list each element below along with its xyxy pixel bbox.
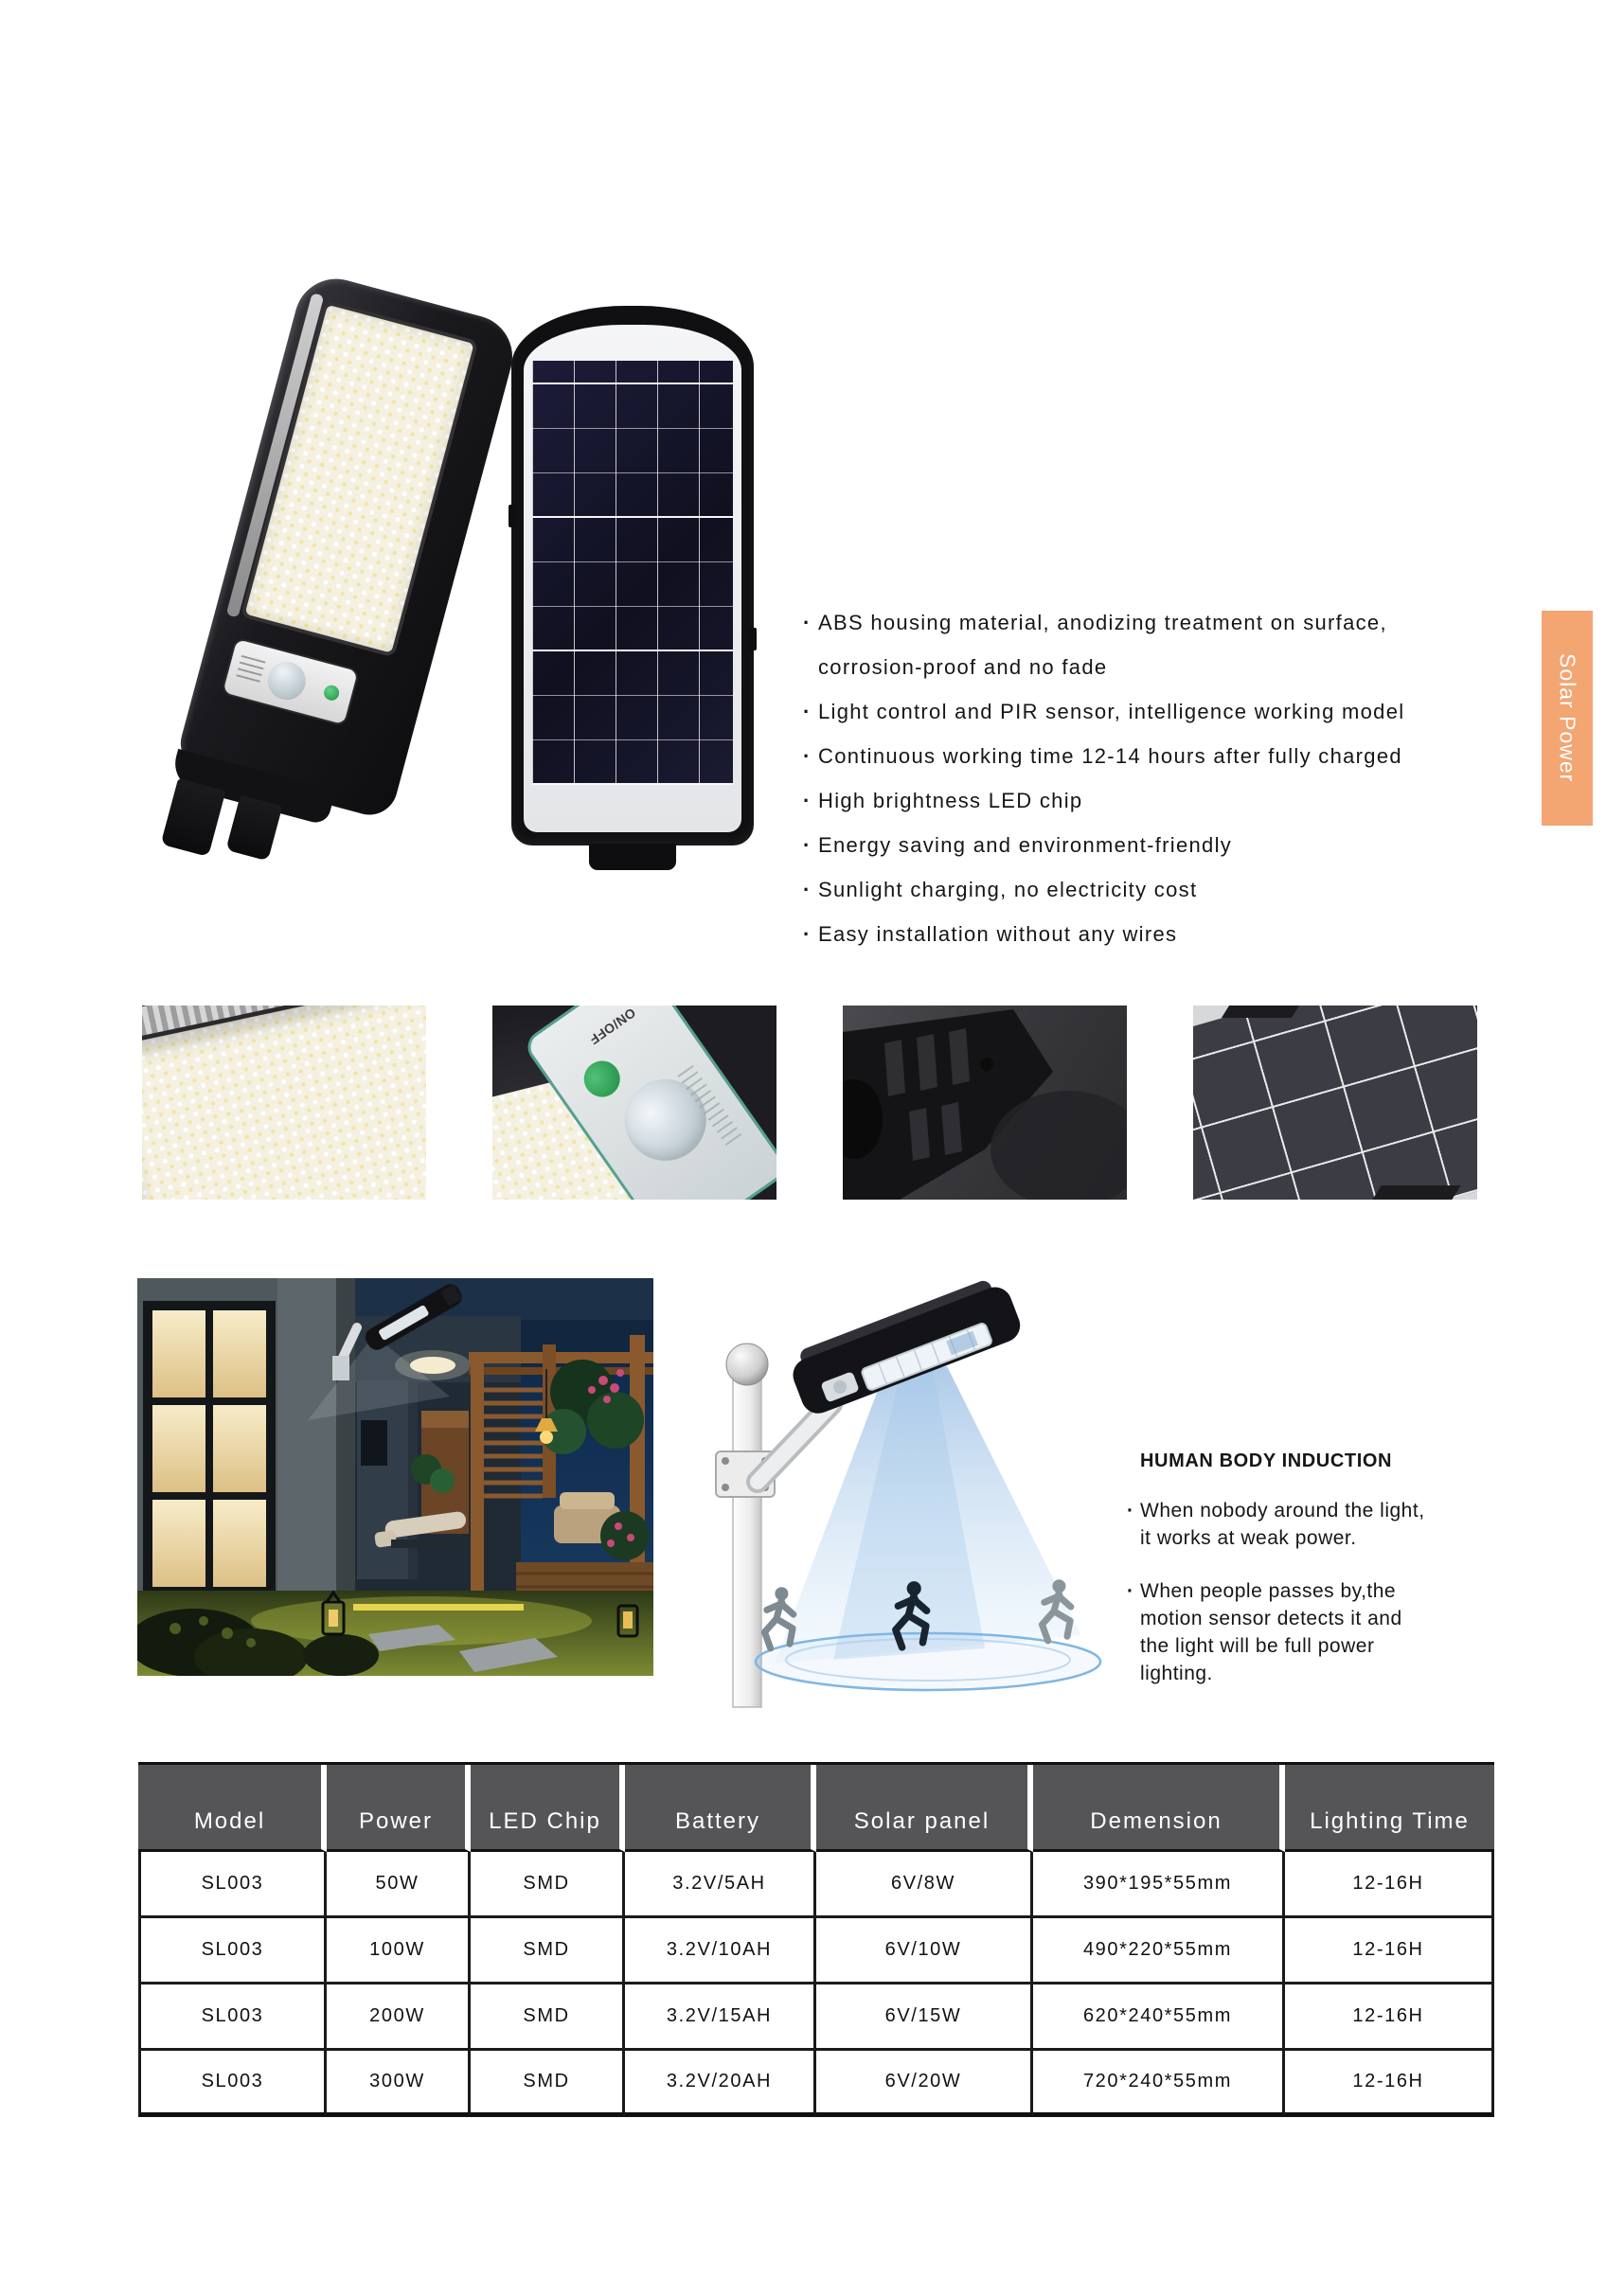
bracket-illustration [843, 1006, 1127, 1200]
column-header: Model [138, 1765, 327, 1852]
cell-led-chip: SMD [471, 2051, 625, 2117]
cell-led-chip: SMD [471, 1852, 625, 1918]
cell-lighting-time: 12-16H [1285, 1985, 1494, 2051]
cell-dimension: 390*195*55mm [1033, 1852, 1285, 1918]
spec-table [138, 1762, 1494, 2117]
cell-lighting-time: 12-16H [1285, 2051, 1494, 2117]
cell-battery: 3.2V/15AH [625, 1985, 816, 2051]
spec-table-header [138, 1762, 1494, 1852]
cell-solar-panel: 6V/8W [816, 1852, 1033, 1918]
column-header: Power [327, 1765, 471, 1852]
cell-solar-panel: 6V/10W [816, 1918, 1033, 1985]
cell-power: 200W [327, 1985, 471, 2051]
detail-photo-bracket [843, 1006, 1127, 1200]
cell-battery: 3.2V/20AH [625, 2051, 816, 2117]
mount-prong [225, 795, 282, 862]
column-header: Lighting Time [1285, 1765, 1494, 1852]
screw-hole [980, 1058, 993, 1071]
table-row [138, 1852, 1494, 1918]
solar-power-tab [1542, 611, 1593, 826]
detail-photo-solar [1193, 1006, 1477, 1200]
cell-lighting-time: 12-16H [1285, 1852, 1494, 1918]
induction-section [1127, 1451, 1572, 1713]
induction-diagram [663, 1255, 1136, 1723]
feature-item: · ABS housing material, anodizing treatment on surface, corrosion-proof and no fade [803, 600, 1443, 689]
side-clip [509, 505, 516, 527]
side-clip [749, 628, 757, 650]
cell-power: 300W [327, 2051, 471, 2117]
led-array [241, 300, 479, 658]
product-photo-front [194, 276, 516, 873]
onoff-label: ON/OFF [586, 1006, 639, 1048]
cell-led-chip: SMD [471, 1985, 625, 2051]
pir-dome-icon [609, 1063, 723, 1177]
detail-photo-led [142, 1006, 426, 1200]
mount-tab [589, 844, 676, 870]
cell-battery: 3.2V/5AH [625, 1852, 816, 1918]
pole-ball-top [726, 1344, 768, 1385]
feature-item: · Continuous working time 12-14 hours after fully charged [803, 734, 1443, 778]
cell-model: SL003 [138, 1852, 327, 1918]
cell-led-chip: SMD [471, 1918, 625, 1985]
frame-notch [1372, 1185, 1460, 1200]
feature-item: · Sunlight charging, no electricity cost [803, 867, 1443, 912]
garden-illustration [137, 1278, 653, 1676]
product-photo-back [511, 306, 754, 845]
cell-power: 50W [327, 1852, 471, 1918]
column-header: Solar panel [816, 1765, 1033, 1852]
feature-item: · High brightness LED chip [803, 778, 1443, 823]
table-row [138, 1985, 1494, 2051]
pir-sensor-dome-icon [263, 658, 310, 704]
table-row [138, 1918, 1494, 1985]
detail-photo-sensor [492, 1006, 776, 1200]
cell-dimension: 620*240*55mm [1033, 1985, 1285, 2051]
cell-model: SL003 [138, 1918, 327, 1985]
feature-list [803, 600, 1443, 956]
frame-notch [1222, 1006, 1299, 1018]
table-row [138, 2051, 1494, 2117]
column-header: Demension [1033, 1765, 1285, 1852]
induction-item: · When people passes by,the motion sensor detects it and the light will be full power lighting. [1127, 1577, 1434, 1687]
solar-cell-grid [1193, 1006, 1477, 1200]
induction-item: · When nobody around the light, it works at weak power. [1127, 1497, 1434, 1552]
feature-item: · Easy installation without any wires [803, 912, 1443, 956]
cell-dimension: 720*240*55mm [1033, 2051, 1285, 2117]
running-person-icon [764, 1587, 793, 1648]
induction-title: HUMAN BODY INDUCTION [1140, 1451, 1393, 1471]
cell-lighting-time: 12-16H [1285, 1918, 1494, 1985]
label-text-lines [235, 655, 265, 687]
column-header: LED Chip [471, 1765, 625, 1852]
power-button-icon [577, 1054, 627, 1104]
solar-panel [532, 361, 733, 785]
feature-item: · Light control and PIR sensor, intelligence working model [803, 689, 1443, 734]
power-led-icon [322, 684, 341, 703]
cell-model: SL003 [138, 2051, 327, 2117]
sensor-panel [223, 639, 358, 724]
pole-light-illustration [663, 1255, 1136, 1723]
feature-item: · Energy saving and environment-friendly [803, 823, 1443, 867]
cell-power: 100W [327, 1918, 471, 1985]
led-chip-grid [142, 1006, 426, 1200]
garden-photo [137, 1278, 653, 1676]
cell-dimension: 490*220*55mm [1033, 1918, 1285, 1985]
cell-solar-panel: 6V/20W [816, 2051, 1033, 2117]
spec-table-body [138, 1852, 1494, 2117]
column-header: Battery [625, 1765, 816, 1852]
induction-list [1127, 1497, 1572, 1687]
mount-prong [161, 778, 226, 857]
lamp-housing [174, 270, 522, 821]
cell-model: SL003 [138, 1985, 327, 2051]
solar-power-tab-label: Solar Power [1555, 653, 1580, 783]
cell-solar-panel: 6V/15W [816, 1985, 1033, 2051]
cell-battery: 3.2V/10AH [625, 1918, 816, 1985]
